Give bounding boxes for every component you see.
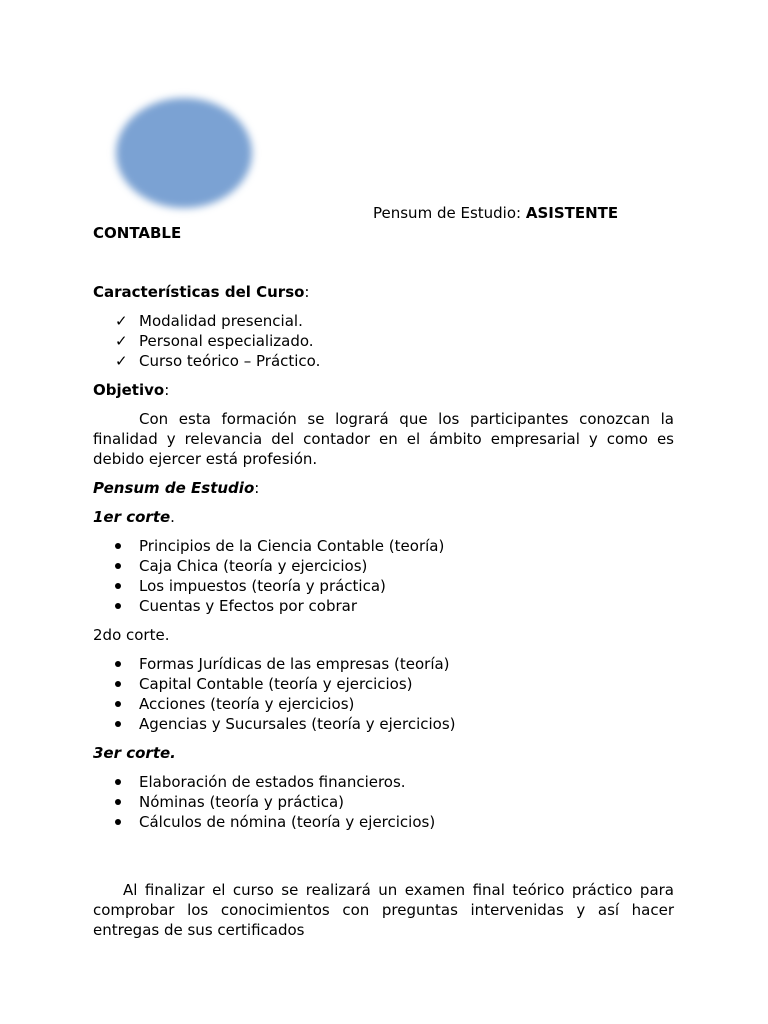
list-item: [93, 556, 674, 576]
list-item: [93, 576, 674, 596]
check-icon: ✓: [115, 352, 128, 370]
logo: [116, 98, 252, 208]
list-item: [93, 694, 674, 714]
bullet-icon: [115, 543, 121, 549]
list-item-text: Personal especializado.: [139, 332, 314, 350]
list-item: [93, 812, 674, 832]
list-item: [93, 351, 674, 371]
list-item: [93, 311, 674, 331]
corte-3-title: 3er corte.: [93, 744, 176, 762]
bullet-icon: [115, 701, 121, 707]
features-heading-text: Características del Curso: [93, 283, 305, 301]
objective-paragraph: Con esta formación se logrará que los participantes conozcan la finalidad y relevancia del contador en el ámbito empresarial y como es debido ejercer está profesión.: [93, 410, 674, 468]
corte-2-list: [93, 654, 674, 734]
features-list: [93, 311, 674, 371]
bullet-icon: [115, 563, 121, 569]
corte-1-suffix: .: [170, 508, 175, 526]
features-heading-colon: :: [304, 283, 310, 301]
pensum-heading-colon: :: [254, 479, 260, 497]
list-item-text: Cálculos de nómina (teoría y ejercicios): [139, 813, 436, 831]
page-title: [93, 203, 674, 223]
list-item: [93, 331, 674, 351]
list-item-text: Modalidad presencial.: [139, 312, 303, 330]
objective-heading-colon: :: [164, 381, 170, 399]
list-item-text: Cuentas y Efectos por cobrar: [139, 597, 357, 615]
corte-2-heading: [93, 625, 674, 645]
list-item-text: Capital Contable (teoría y ejercicios): [139, 675, 413, 693]
bullet-icon: [115, 779, 121, 785]
pensum-heading-text: Pensum de Estudio: [93, 479, 255, 497]
pensum-heading: [93, 478, 674, 498]
corte-1-list: [93, 536, 674, 616]
list-item-text: Nóminas (teoría y práctica): [139, 793, 345, 811]
list-item: [93, 596, 674, 616]
features-heading: [93, 282, 674, 302]
list-item-text: Acciones (teoría y ejercicios): [139, 695, 355, 713]
corte-3-list: [93, 772, 674, 832]
objective-heading-text: Objetivo: [93, 381, 165, 399]
list-item-text: Principios de la Ciencia Contable (teoría): [139, 537, 445, 555]
corte-1-title: 1er corte: [93, 508, 171, 526]
bullet-icon: [115, 603, 121, 609]
document-body: [93, 203, 674, 940]
bullet-icon: [115, 799, 121, 805]
title-prefix: Pensum de Estudio:: [373, 204, 526, 222]
list-item: [93, 792, 674, 812]
list-item-text: Los impuestos (teoría y práctica): [139, 577, 386, 595]
objective-heading: [93, 380, 674, 400]
list-item-text: Formas Jurídicas de las empresas (teoría): [139, 655, 450, 673]
check-icon: ✓: [115, 332, 128, 350]
list-item: [93, 674, 674, 694]
list-item-text: Elaboración de estados financieros.: [139, 773, 406, 791]
list-item-text: Caja Chica (teoría y ejercicios): [139, 557, 368, 575]
bullet-icon: [115, 721, 121, 727]
title-bold-1: ASISTENTE: [525, 204, 619, 222]
list-item: [93, 772, 674, 792]
corte-3-heading: [93, 743, 674, 763]
list-item: [93, 654, 674, 674]
list-item: [93, 536, 674, 556]
corte-1-heading: [93, 507, 674, 527]
title-bold-2: CONTABLE: [93, 224, 182, 242]
bullet-icon: [115, 583, 121, 589]
list-item-text: Agencias y Sucursales (teoría y ejercicios): [139, 715, 456, 733]
bullet-icon: [115, 681, 121, 687]
list-item-text: Curso teórico – Práctico.: [139, 352, 321, 370]
check-icon: ✓: [115, 312, 128, 330]
bullet-icon: [115, 661, 121, 667]
bullet-icon: [115, 819, 121, 825]
corte-2-title: 2do corte.: [93, 626, 170, 644]
list-item: [93, 714, 674, 734]
closing-paragraph: Al finalizar el curso se realizará un examen final teórico práctico para comprobar los conocimientos con preguntas intervenidas y así hacer entregas de sus certificados: [93, 881, 674, 939]
